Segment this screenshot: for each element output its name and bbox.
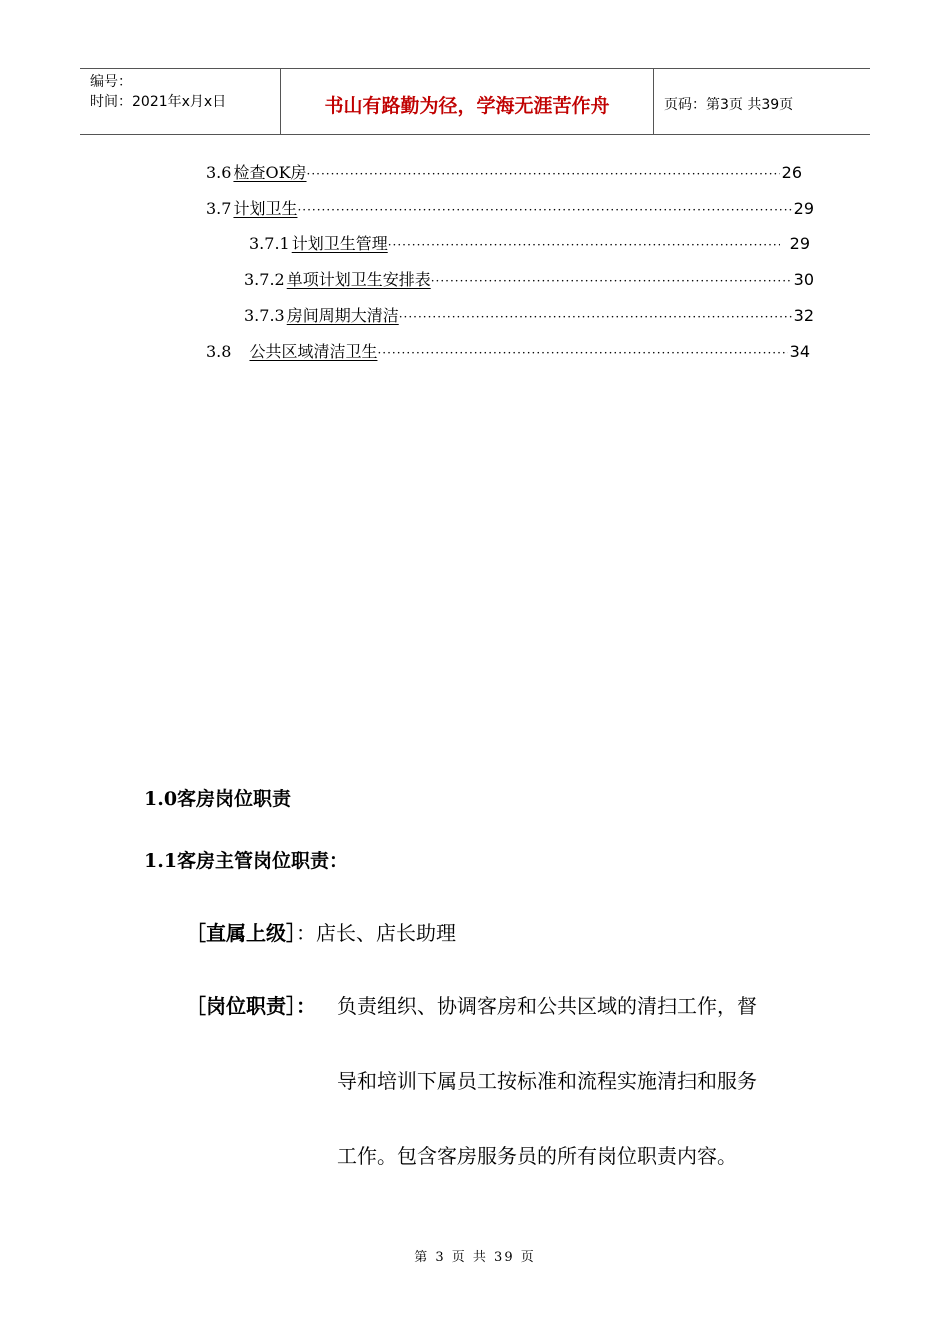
toc-entry-title[interactable]: 计划卫生管理 (291, 234, 388, 253)
header-right-cell (654, 69, 870, 134)
superior-label: ［直属上级］ (186, 921, 296, 945)
toc-entry-page: 29 (789, 234, 810, 253)
section-heading: 1.0客房岗位职责 (144, 788, 292, 810)
duty-text-line: 负责组织、协调客房和公共区域的清扫工作，督 (337, 994, 757, 1018)
duty-text-line: 导和培训下属员工按标准和流程实施清扫和服务 (337, 1069, 757, 1093)
toc-dot-leader (399, 309, 792, 325)
toc-entry[interactable] (206, 196, 814, 220)
toc-dot-leader (377, 345, 787, 361)
superior-line (186, 917, 456, 946)
toc-entry-number: 3.8 (206, 342, 232, 361)
toc-entry[interactable] (206, 339, 810, 363)
header-page-code: 页码：第3页 共39页 (664, 97, 794, 113)
superior-value: ：店长、店长助理 (296, 921, 456, 945)
toc-entry-page: 26 (781, 163, 802, 182)
toc-entry-title[interactable]: 房间周期大清洁 (286, 306, 399, 325)
duty-text-line: 工作。包含客房服务员的所有岗位职责内容。 (337, 1144, 737, 1168)
toc-dot-leader (307, 166, 780, 182)
toc-entry-title[interactable]: 公共区域清洁卫生 (249, 342, 378, 361)
document-code-label: 编号： (90, 74, 132, 90)
toc-dot-leader (388, 237, 780, 253)
toc-entry-title[interactable]: 计划卫生 (233, 199, 298, 218)
toc-entry-number: 3.7 (206, 199, 232, 218)
duty-label: ［岗位职责］： (186, 994, 316, 1018)
toc-entry-page: 29 (793, 199, 814, 218)
header-middle-cell (281, 69, 654, 134)
toc-entry[interactable] (249, 231, 810, 255)
toc-entry-number: 3.6 (206, 163, 232, 182)
toc-entry-number: 3.7.3 (244, 306, 285, 325)
page-footer: 第 3 页 共 39 页 (414, 1250, 536, 1265)
toc-entry-page: 32 (793, 306, 814, 325)
toc-entry-title[interactable]: 检查OK房 (233, 163, 307, 182)
toc-entry-title[interactable]: 单项计划卫生安排表 (286, 270, 431, 289)
toc-dot-leader (297, 202, 791, 218)
toc-entry[interactable] (206, 160, 802, 184)
subsection-heading: 1.1客房主管岗位职责： (144, 850, 349, 872)
toc-entry[interactable] (244, 267, 814, 291)
document-time-label: 时间：2021年x月x日 (90, 94, 227, 110)
header-motto: 书山有路勤为径，学海无涯苦作舟 (324, 95, 610, 117)
toc-entry-number: 3.7.2 (244, 270, 285, 289)
page-header (80, 68, 870, 135)
toc-dot-leader (431, 273, 792, 289)
toc-entry-number: 3.7.1 (249, 234, 290, 253)
header-left-cell (80, 69, 281, 134)
toc-entry-page: 34 (789, 342, 810, 361)
toc-entry-page: 30 (793, 270, 814, 289)
toc-entry[interactable] (244, 303, 814, 327)
